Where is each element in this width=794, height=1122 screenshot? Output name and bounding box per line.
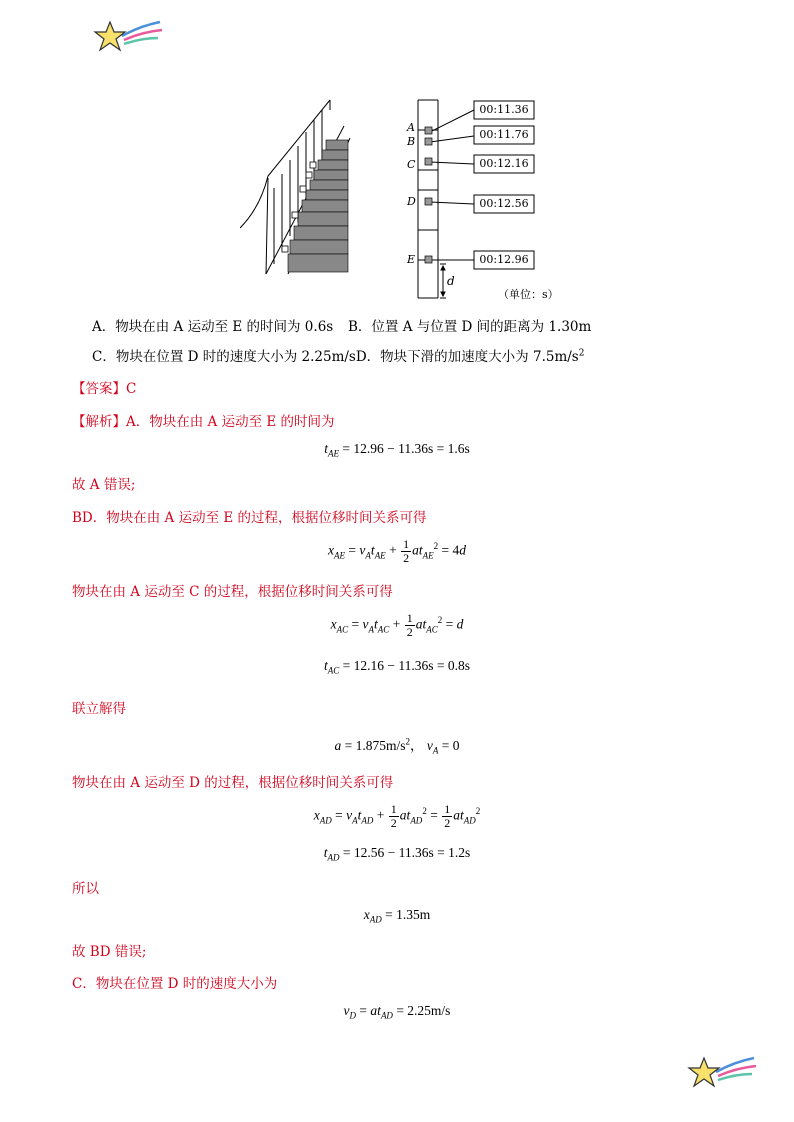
line-so: 所以 [72, 881, 99, 897]
label-c: C [407, 158, 416, 171]
label-b: B [407, 135, 416, 148]
unit-label: （单位：s） [498, 288, 559, 301]
line-c-intro: C．物块在位置 D 时的速度大小为 [72, 976, 278, 992]
time-a: 00:11.36 [479, 103, 529, 116]
label-d: D [407, 195, 416, 208]
label-a: A [407, 121, 415, 134]
equation-5: $a = 1.875m/s^2$， $v_A = 0$ [334, 736, 460, 756]
shooting-star-icon-bottom [686, 1052, 758, 1094]
equation-7: $t_{AD} = 12.56 - 11.36s = 1.2s$ [323, 845, 471, 863]
line-solve: 联立解得 [72, 701, 126, 717]
equation-3: $x_{AC} = v_At_{AC}$ + $\frac{1}{2}$ $at_{AC}^2 = d$ [330, 611, 464, 639]
label-d-distance: d [447, 274, 455, 288]
time-d: 00:12.56 [479, 197, 529, 210]
staircase-figure [240, 98, 352, 278]
line-a-wrong: 故 A 错误; [72, 477, 136, 493]
time-c: 00:12.16 [479, 157, 529, 170]
option-b: B．位置 A 与位置 D 间的距离为 1.30m [348, 319, 592, 335]
option-cd: C．物块在位置 D 时的速度大小为 2.25m/sD．物块下滑的加速度大小为 $7.5m/s^2$ [92, 348, 585, 365]
line-bd-intro: BD．物块在由 A 运动至 E 的过程，根据位移时间关系可得 [72, 510, 427, 526]
line-bd-wrong: 故 BD 错误; [72, 944, 147, 960]
equation-1: $t_{AE} = 12.96 - 11.36s = 1.6s$ [324, 441, 470, 459]
time-e: 00:12.96 [479, 253, 529, 266]
line-ad-intro: 物块在由 A 运动至 D 的过程，根据位移时间关系可得 [72, 775, 394, 791]
analysis-intro: 【解析】A．物块在由 A 运动至 E 的时间为 [72, 414, 335, 430]
label-e: E [407, 253, 416, 266]
time-b: 00:11.76 [479, 128, 529, 141]
line-ac-intro: 物块在由 A 运动至 C 的过程，根据位移时间关系可得 [72, 584, 393, 600]
option-a: A．物块在由 A 运动至 E 的时间为 0.6s [92, 319, 334, 335]
equation-6: $x_{AD} = v_At_{AD}$ + $\frac{1}{2}$ $at_{AD}^2$ = $\frac{1}{2}$ $at_{AD}^2$ [313, 802, 481, 830]
equation-9: $v_D = at_{AD} = 2.25m/s$ [343, 1003, 451, 1021]
equation-8: $x_{AD} = 1.35m$ [363, 907, 431, 925]
equation-2: $x_{AE} = v_At_{AE}$ + $\frac{1}{2}$ $at_{AE}^2 = 4d$ [328, 537, 466, 565]
answer: 【答案】C [72, 381, 137, 397]
shooting-star-icon [92, 16, 164, 58]
equation-4: $t_{AC} = 12.16 - 11.36s = 0.8s$ [323, 658, 470, 676]
